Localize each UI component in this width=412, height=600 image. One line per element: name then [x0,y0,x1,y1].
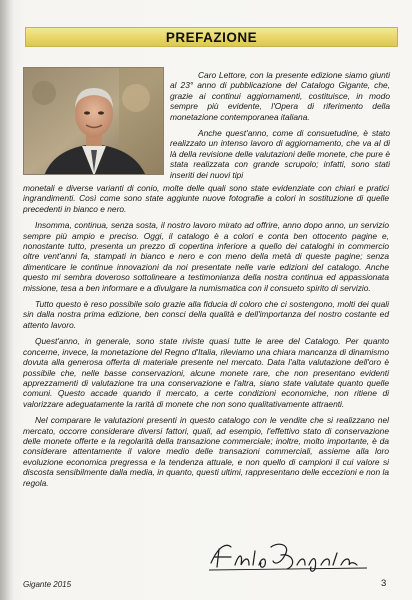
signature [205,535,375,575]
paragraph-valuation: Nel comparare le valutazioni presenti in questo catalogo con le vendite che si realizzano nel mercato, occorre considerare diversi fattori, quali, ad esempio, l'effettivo stato di conservazione delle monete offerte e la regolarità della transazione commerciale; inoltre, molto importante, è da considerare attentamente il valore medio delle transazioni commerciali, assieme alla loro evoluzione economica pregressa e la tendenza attuale, e non quello di campioni il cui valore si discosta sensibilmente dalla media, in quanto, questi ultimi, rappresentano delle eccezioni e non la regola. [23,415,389,488]
author-portrait-image [24,68,164,175]
paragraph-thanks: Tutto questo è reso possibile solo grazie alla fiducia di coloro che ci sostengono, molti dei quali sin dalla nostra prima edizione, ben consci della qualità e dell'importanza del nostro costante ed attento lavoro. [23,299,389,330]
paragraph-update-start: Anche quest'anno, come di consuetudine, è stato realizzato un intenso lavoro di aggiornamento, che va al di là della revisione delle valutazioni delle monete, che pure è stata realizzata con grande scrupolo; infatti, sono stati inseriti dei nuovi tipi [170,128,390,180]
author-photo [23,67,164,175]
paragraph-intro: Caro Lettore, con la presente edizione siamo giunti al 23° anno di pubblicazione del Catalogo Gigante, che, grazie ai continui aggiornamenti, costituisce, in modo sempre più evidente, l'Opera di riferimento della monetazione contemporanea italiana. [170,70,390,122]
binding-shadow [0,0,14,600]
body-text [23,183,389,494]
footer-edition: Gigante 2015 [23,580,72,589]
page-title: PREFAZIONE [165,29,258,45]
page-number: 3 [381,578,387,589]
paragraph-mission: Insomma, continua, senza sosta, il nostro lavoro mirato ad offrire, anno dopo anno, un servizio sempre più ampio e preciso. Oggi, il catalogo è a colori e conta ben ottocento pagine e, nonostante tutto, presenta un prezzo di copertina inferiore a quello dei cataloghi in commercio oltre vent'anni fa, stampati in bianco e nero e con meno della metà di queste pagine; senza dimenticare le continue innovazioni da noi presentate nelle varie edizioni del catalogo. Anche questo mi sembra doveroso sottolineare a testimonianza della nostra continua ed appassionata missione, tesa a ben informare e a divulgare la numismatica con il consueto spirito di servizio. [23,220,389,293]
intro-text [170,70,390,180]
paragraph-update-end: monetali e diverse varianti di conio, molte delle quali sono state evidenziate con chiari e pratici ingrandimenti. Così come sono state aggiunte nuove fotografie a colori in sostituzione di quelle precedenti in bianco e nero. [23,183,389,214]
paragraph-market: Quest'anno, in generale, sono state riviste quasi tutte le aree del Catalogo. Per quanto concerne, invece, la monetazione del Regno d'Italia, rileviamo una chiara mancanza di dinamismo dovuta alla generosa offerta di materiale presente nel mercato. Data l'alta valutazione dell'oro è possibile che, nelle basse conservazioni, alcune monete rare, che non presentano evidenti apprezzamenti di valutazione tra una conservazione e l'altra, siano state valutate quanto quelle comuni. Questo accade quando il mercato, a certe condizioni economiche, non ritiene di valorizzare adeguatamente la rarità di monete che non sono qualitativamente attraenti. [23,336,389,409]
signature-image [205,535,375,575]
title-bar [25,27,398,47]
